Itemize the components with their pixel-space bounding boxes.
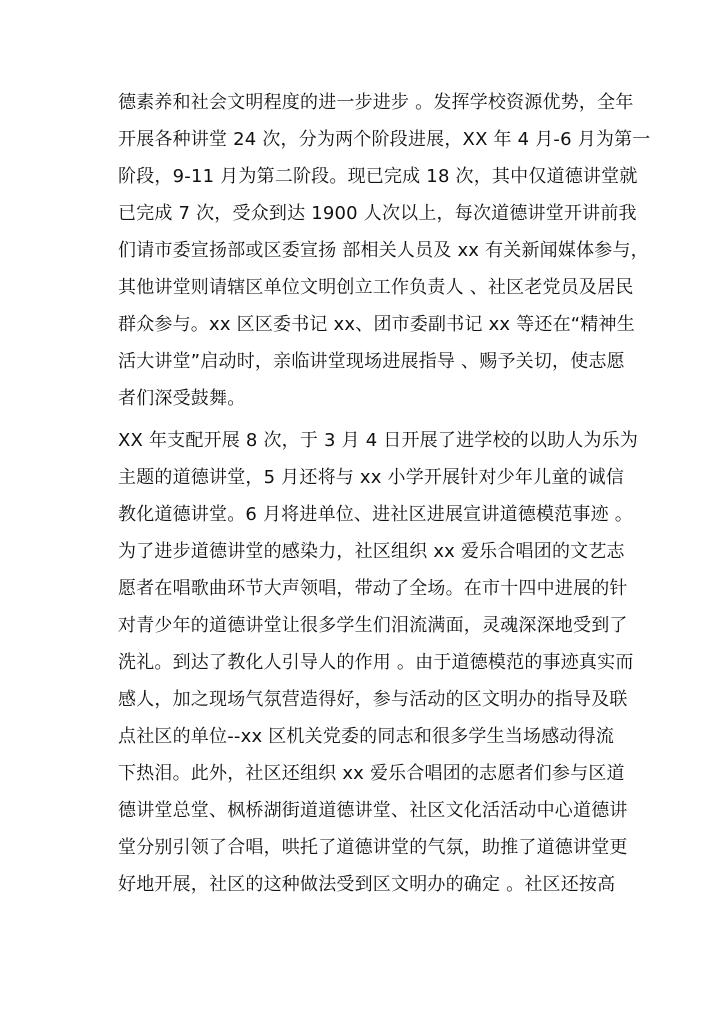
text-line: 堂分别引领了合唱，哄托了道德讲堂的气氛，助推了道德讲堂更: [118, 837, 628, 858]
text-line: 好地开展，社区的这种做法受到区文明办的确定 。社区还按高: [118, 874, 616, 895]
text-line: 对青少年的道德讲堂让很多学生们泪流满面，灵魂深深地受到了: [118, 615, 628, 636]
text-line: 主题的道德讲堂，5 月还将与 xx 小学开展针对少年儿童的诚信: [118, 467, 625, 488]
text-line: XX 年支配开展 8 次，于 3 月 4 日开展了进学校的以助人为乐为: [118, 430, 639, 451]
text-line: 开展各种讲堂 24 次，分为两个阶段进展，XX 年 4 月-6 月为第一: [118, 129, 651, 150]
text-line: 教化道德讲堂。6 月将进单位、进社区进展宣讲道德模范事迹 。: [118, 504, 633, 525]
text-line: 点社区的单位--xx 区机关党委的同志和很多学生当场感动得流: [118, 726, 615, 747]
text-line: 群众参与。xx 区区委书记 xx、团市委副书记 xx 等还在“精神生: [118, 314, 635, 335]
text-line: 感人，加之现场气氛营造得好，参与活动的区文明办的指导及联: [118, 689, 628, 710]
text-line: 们请市委宣扬部或区委宣扬 部相关人员及 xx 有关新闻媒体参与，: [118, 240, 649, 261]
text-line: 洗礼。到达了教化人引导人的作用 。由于道德模范的事迹真实而: [118, 652, 634, 673]
text-line: 德素养和社会文明程度的进一步进步 。发挥学校资源优势，全年: [118, 92, 634, 113]
text-line: 为了进步道德讲堂的感染力，社区组织 xx 爱乐合唱团的文艺志: [118, 541, 625, 562]
text-line: 其他讲堂则请辖区单位文明创立工作负责人 、社区老党员及居民: [118, 277, 634, 298]
text-line: 活大讲堂”启动时，亲临讲堂现场进展指导 、赐予关切，使志愿: [118, 351, 625, 372]
text-line: 德讲堂总堂、枫桥湖街道道德讲堂、社区文化活活动中心道德讲: [118, 800, 628, 821]
text-line: 者们深受鼓舞。: [118, 388, 246, 409]
text-line: 已完成 7 次，受众到达 1900 人次以上，每次道德讲堂开讲前我: [118, 203, 637, 224]
text-line: 下热泪。此外，社区还组织 xx 爱乐合唱团的志愿者们参与区道: [118, 763, 625, 784]
text-line: 愿者在唱歌曲环节大声领唱，带动了全场。在市十四中进展的针: [118, 578, 628, 599]
text-line: 阶段，9-11 月为第二阶段。现已完成 18 次，其中仅道德讲堂就: [118, 166, 638, 187]
